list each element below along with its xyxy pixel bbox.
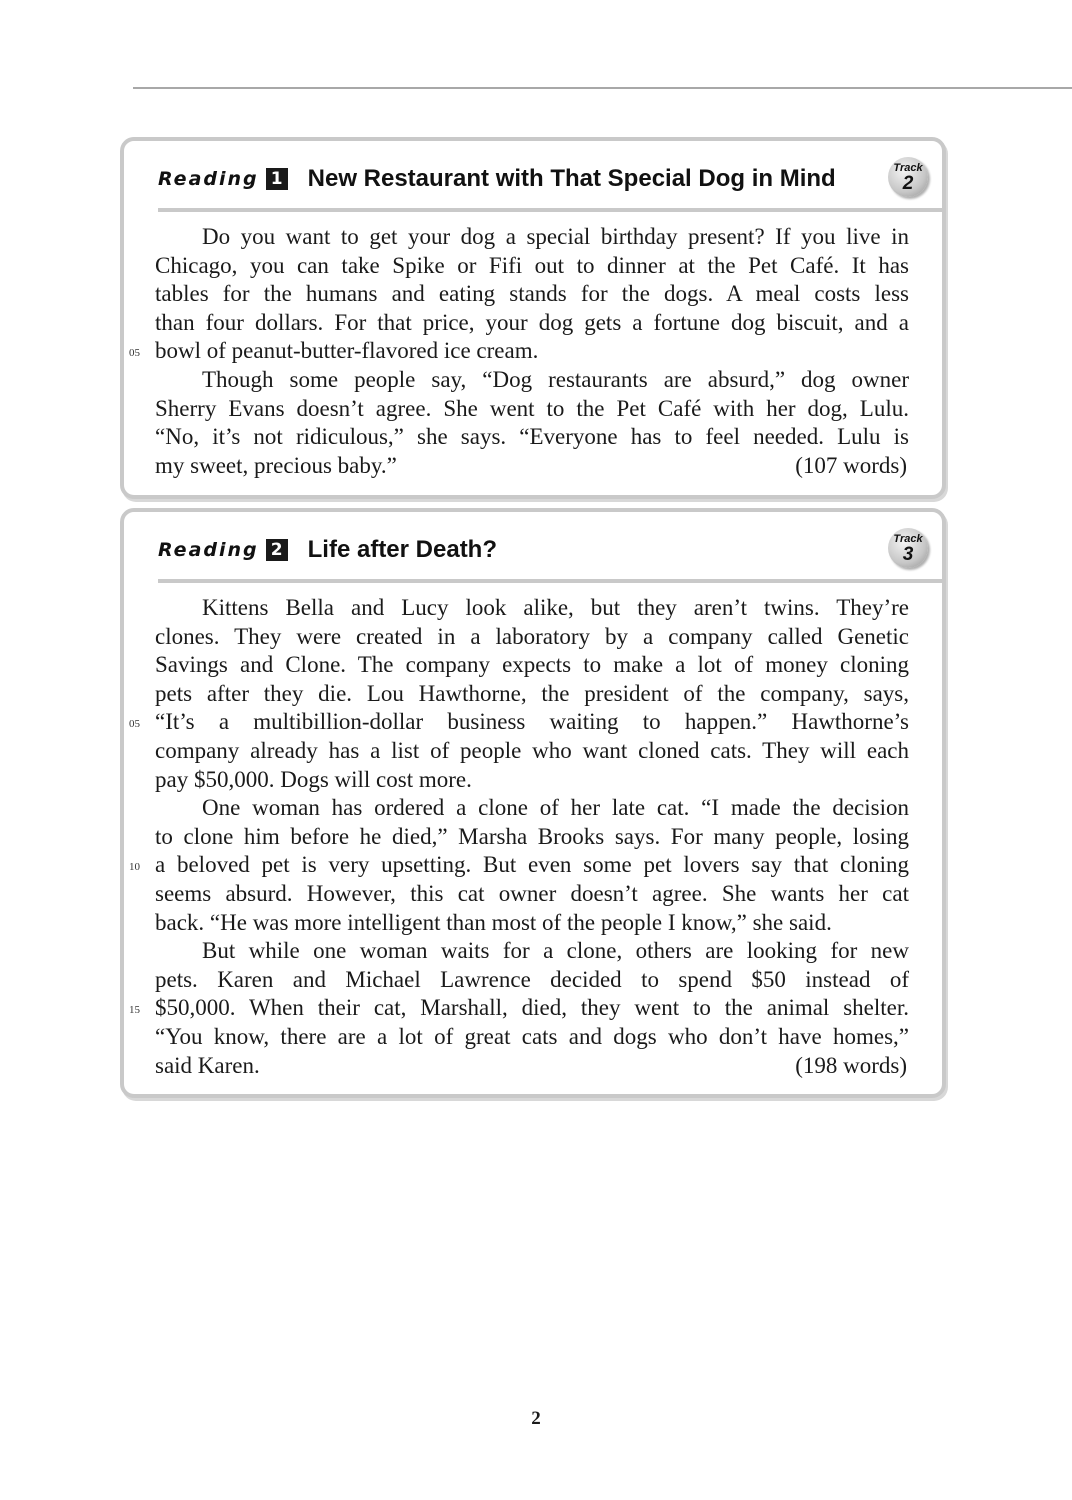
text-line — [155, 937, 909, 966]
text-line — [155, 395, 909, 424]
line-text: pets. Karen and Michael Lawrence decided to spend $50 instead of — [155, 966, 909, 992]
line-number: 10 — [129, 861, 140, 874]
track-number: 2 — [902, 173, 914, 194]
line-text: seems absurd. However, this cat owner doesn’t agree. She wants her cat — [155, 880, 909, 906]
text-line — [155, 623, 909, 652]
text-line — [155, 737, 909, 766]
line-text: Though some people say, “Dog restaurants are absurd,” dog owner — [202, 366, 909, 392]
page-number: 2 — [531, 1408, 541, 1429]
word-count: (107 words) — [795, 452, 907, 478]
track-label: Track — [893, 533, 923, 545]
line-text: pets after they die. Lou Hawthorne, the president of the company, says, — [155, 680, 909, 706]
reading-2-body — [129, 594, 909, 1080]
line-text: clones. They were created in a laboratory by a company called Genetic — [155, 623, 909, 649]
line-number: 05 — [129, 347, 140, 360]
text-line — [155, 909, 909, 938]
line-text: “No, it’s not ridiculous,” she says. “Everyone has to feel needed. Lulu is — [155, 424, 909, 450]
text-line — [129, 851, 909, 880]
track-2-icon — [888, 157, 928, 197]
reading-1-header — [158, 165, 836, 193]
text-line — [155, 366, 909, 395]
line-text: Chicago, you can take Spike or Fifi out to dinner at the Pet Café. It has — [155, 252, 909, 278]
header-divider — [158, 208, 944, 212]
reading-number-badge: 1 — [266, 168, 288, 190]
reading-1-title: New Restaurant with That Special Dog in Mind — [307, 165, 836, 192]
line-text: company already has a list of people who want cloned cats. They will each — [155, 737, 909, 763]
track-number: 3 — [902, 544, 914, 565]
text-line — [129, 994, 909, 1023]
reading-2-box — [120, 508, 946, 1098]
line-text: Do you want to get your dog a special birthday present? If you live in — [202, 224, 909, 249]
text-line — [129, 337, 909, 366]
reading-1-box — [120, 137, 946, 499]
text-line — [155, 280, 909, 309]
text-line — [155, 680, 909, 709]
line-text: my sweet, precious baby.” — [155, 452, 397, 478]
line-text: But while one woman waits for a clone, others are looking for new — [202, 938, 909, 964]
line-number: 05 — [129, 718, 140, 731]
text-line — [155, 651, 909, 680]
reading-2-title: Life after Death? — [307, 536, 498, 563]
text-line — [155, 794, 909, 823]
line-text: tables for the humans and eating stands for the dogs. A meal costs less — [155, 281, 909, 307]
text-line — [155, 594, 909, 623]
text-line — [155, 766, 909, 795]
line-text: “You know, there are a lot of great cats and dogs who don’t have homes,” — [155, 1023, 909, 1049]
line-text: Kittens Bella and Lucy look alike, but they aren’t twins. They’re — [202, 595, 909, 620]
line-text: $50,000. When their cat, Marshall, died, they went to the animal shelter. — [155, 995, 909, 1021]
line-text: “It’s a multibillion-dollar business waiting to happen.” Hawthorne’s — [155, 709, 909, 735]
line-text: pay $50,000. Dogs will cost more. — [155, 766, 472, 792]
line-text: bowl of peanut-butter-flavored ice cream. — [155, 338, 539, 364]
line-text: back. “He was more intelligent than most of the people I know,” she said. — [155, 909, 832, 935]
line-text: a beloved pet is very upsetting. But even some pet lovers say that cloning — [155, 852, 909, 878]
line-text: than four dollars. For that price, your dog gets a fortune dog biscuit, and a — [155, 309, 909, 335]
text-line — [155, 880, 909, 909]
text-line — [155, 1023, 909, 1052]
word-count: (198 words) — [795, 1052, 907, 1078]
text-line — [155, 309, 909, 338]
reading-label: Reading — [158, 168, 259, 190]
text-line — [155, 1052, 909, 1081]
header-divider — [158, 579, 944, 583]
line-text: to clone him before he died,” Marsha Brooks says. For many people, losing — [155, 823, 909, 849]
text-line — [155, 966, 909, 995]
top-rule — [133, 87, 1072, 89]
line-text: Sherry Evans doesn’t agree. She went to the Pet Café with her dog, Lulu. — [155, 395, 909, 421]
text-line — [155, 452, 909, 481]
line-text: said Karen. — [155, 1052, 260, 1078]
reading-number-badge: 2 — [266, 539, 288, 561]
line-text: One woman has ordered a clone of her late cat. “I made the decision — [202, 795, 909, 821]
reading-1-body — [129, 223, 909, 480]
text-line — [155, 823, 909, 852]
text-line — [155, 252, 909, 281]
track-label: Track — [893, 162, 923, 174]
text-line — [155, 223, 909, 252]
text-line — [129, 708, 909, 737]
line-text: Savings and Clone. The company expects to make a lot of money cloning — [155, 652, 909, 678]
line-number: 15 — [129, 1004, 140, 1017]
text-line — [155, 423, 909, 452]
track-3-icon — [888, 528, 928, 568]
reading-label: Reading — [158, 539, 259, 561]
reading-2-header — [158, 536, 497, 564]
